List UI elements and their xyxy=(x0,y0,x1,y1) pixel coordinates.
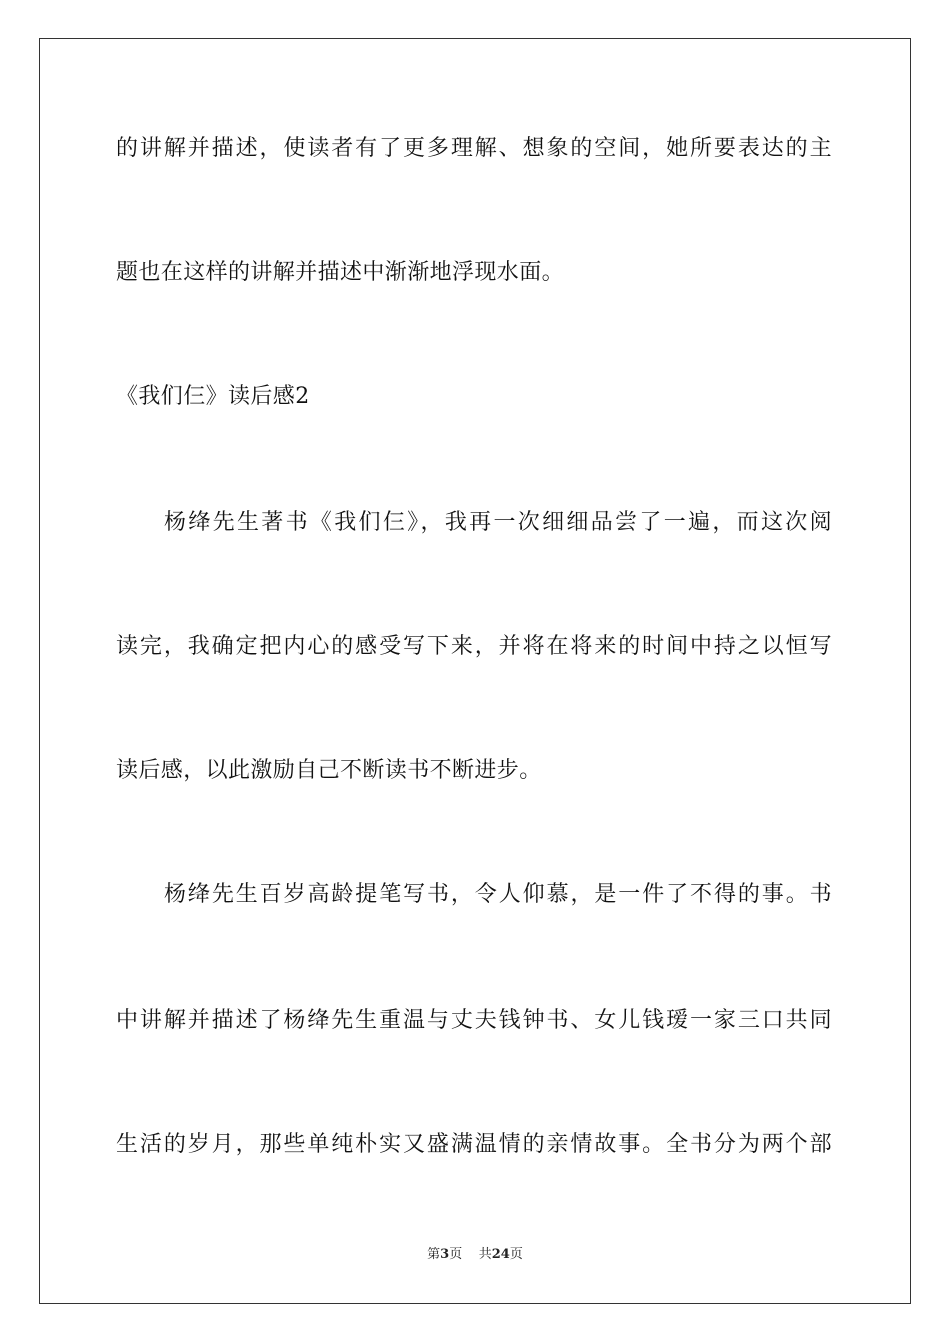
body-text-line: 中讲解并描述了杨绛先生重温与丈夫钱钟书、女儿钱瑷一家三口共同 xyxy=(116,1008,832,1033)
body-text-line: 读后感，以此激励自己不断读书不断进步。 xyxy=(116,758,542,783)
page-border xyxy=(39,38,911,1304)
footer-total-suffix: 页 xyxy=(509,1247,523,1262)
footer-total-pages: 24 xyxy=(491,1247,510,1262)
body-text-line: 生活的岁月，那些单纯朴实又盛满温情的亲情故事。全书分为两个部 xyxy=(116,1132,832,1157)
footer-page-number: 3 xyxy=(440,1247,450,1262)
body-text-line: 读完，我确定把内心的感受写下来，并将在将来的时间中持之以恒写 xyxy=(116,634,832,659)
body-text-line: 题也在这样的讲解并描述中渐渐地浮现水面。 xyxy=(116,260,565,285)
page-footer xyxy=(0,1246,950,1264)
section-heading: 《我们仨》读后感2 xyxy=(116,384,310,409)
paragraph-first-line: 杨绛先生著书《我们仨》，我再一次细细品尝了一遍，而这次阅 xyxy=(164,510,832,535)
footer-page-prefix: 第 xyxy=(427,1247,441,1262)
paragraph-first-line: 杨绛先生百岁高龄提笔写书，令人仰慕，是一件了不得的事。书 xyxy=(164,882,832,907)
footer-page-suffix: 页 xyxy=(449,1247,463,1262)
footer-total-prefix: 共 xyxy=(478,1247,492,1262)
body-text-line: 的讲解并描述，使读者有了更多理解、想象的空间，她所要表达的主 xyxy=(116,136,832,161)
